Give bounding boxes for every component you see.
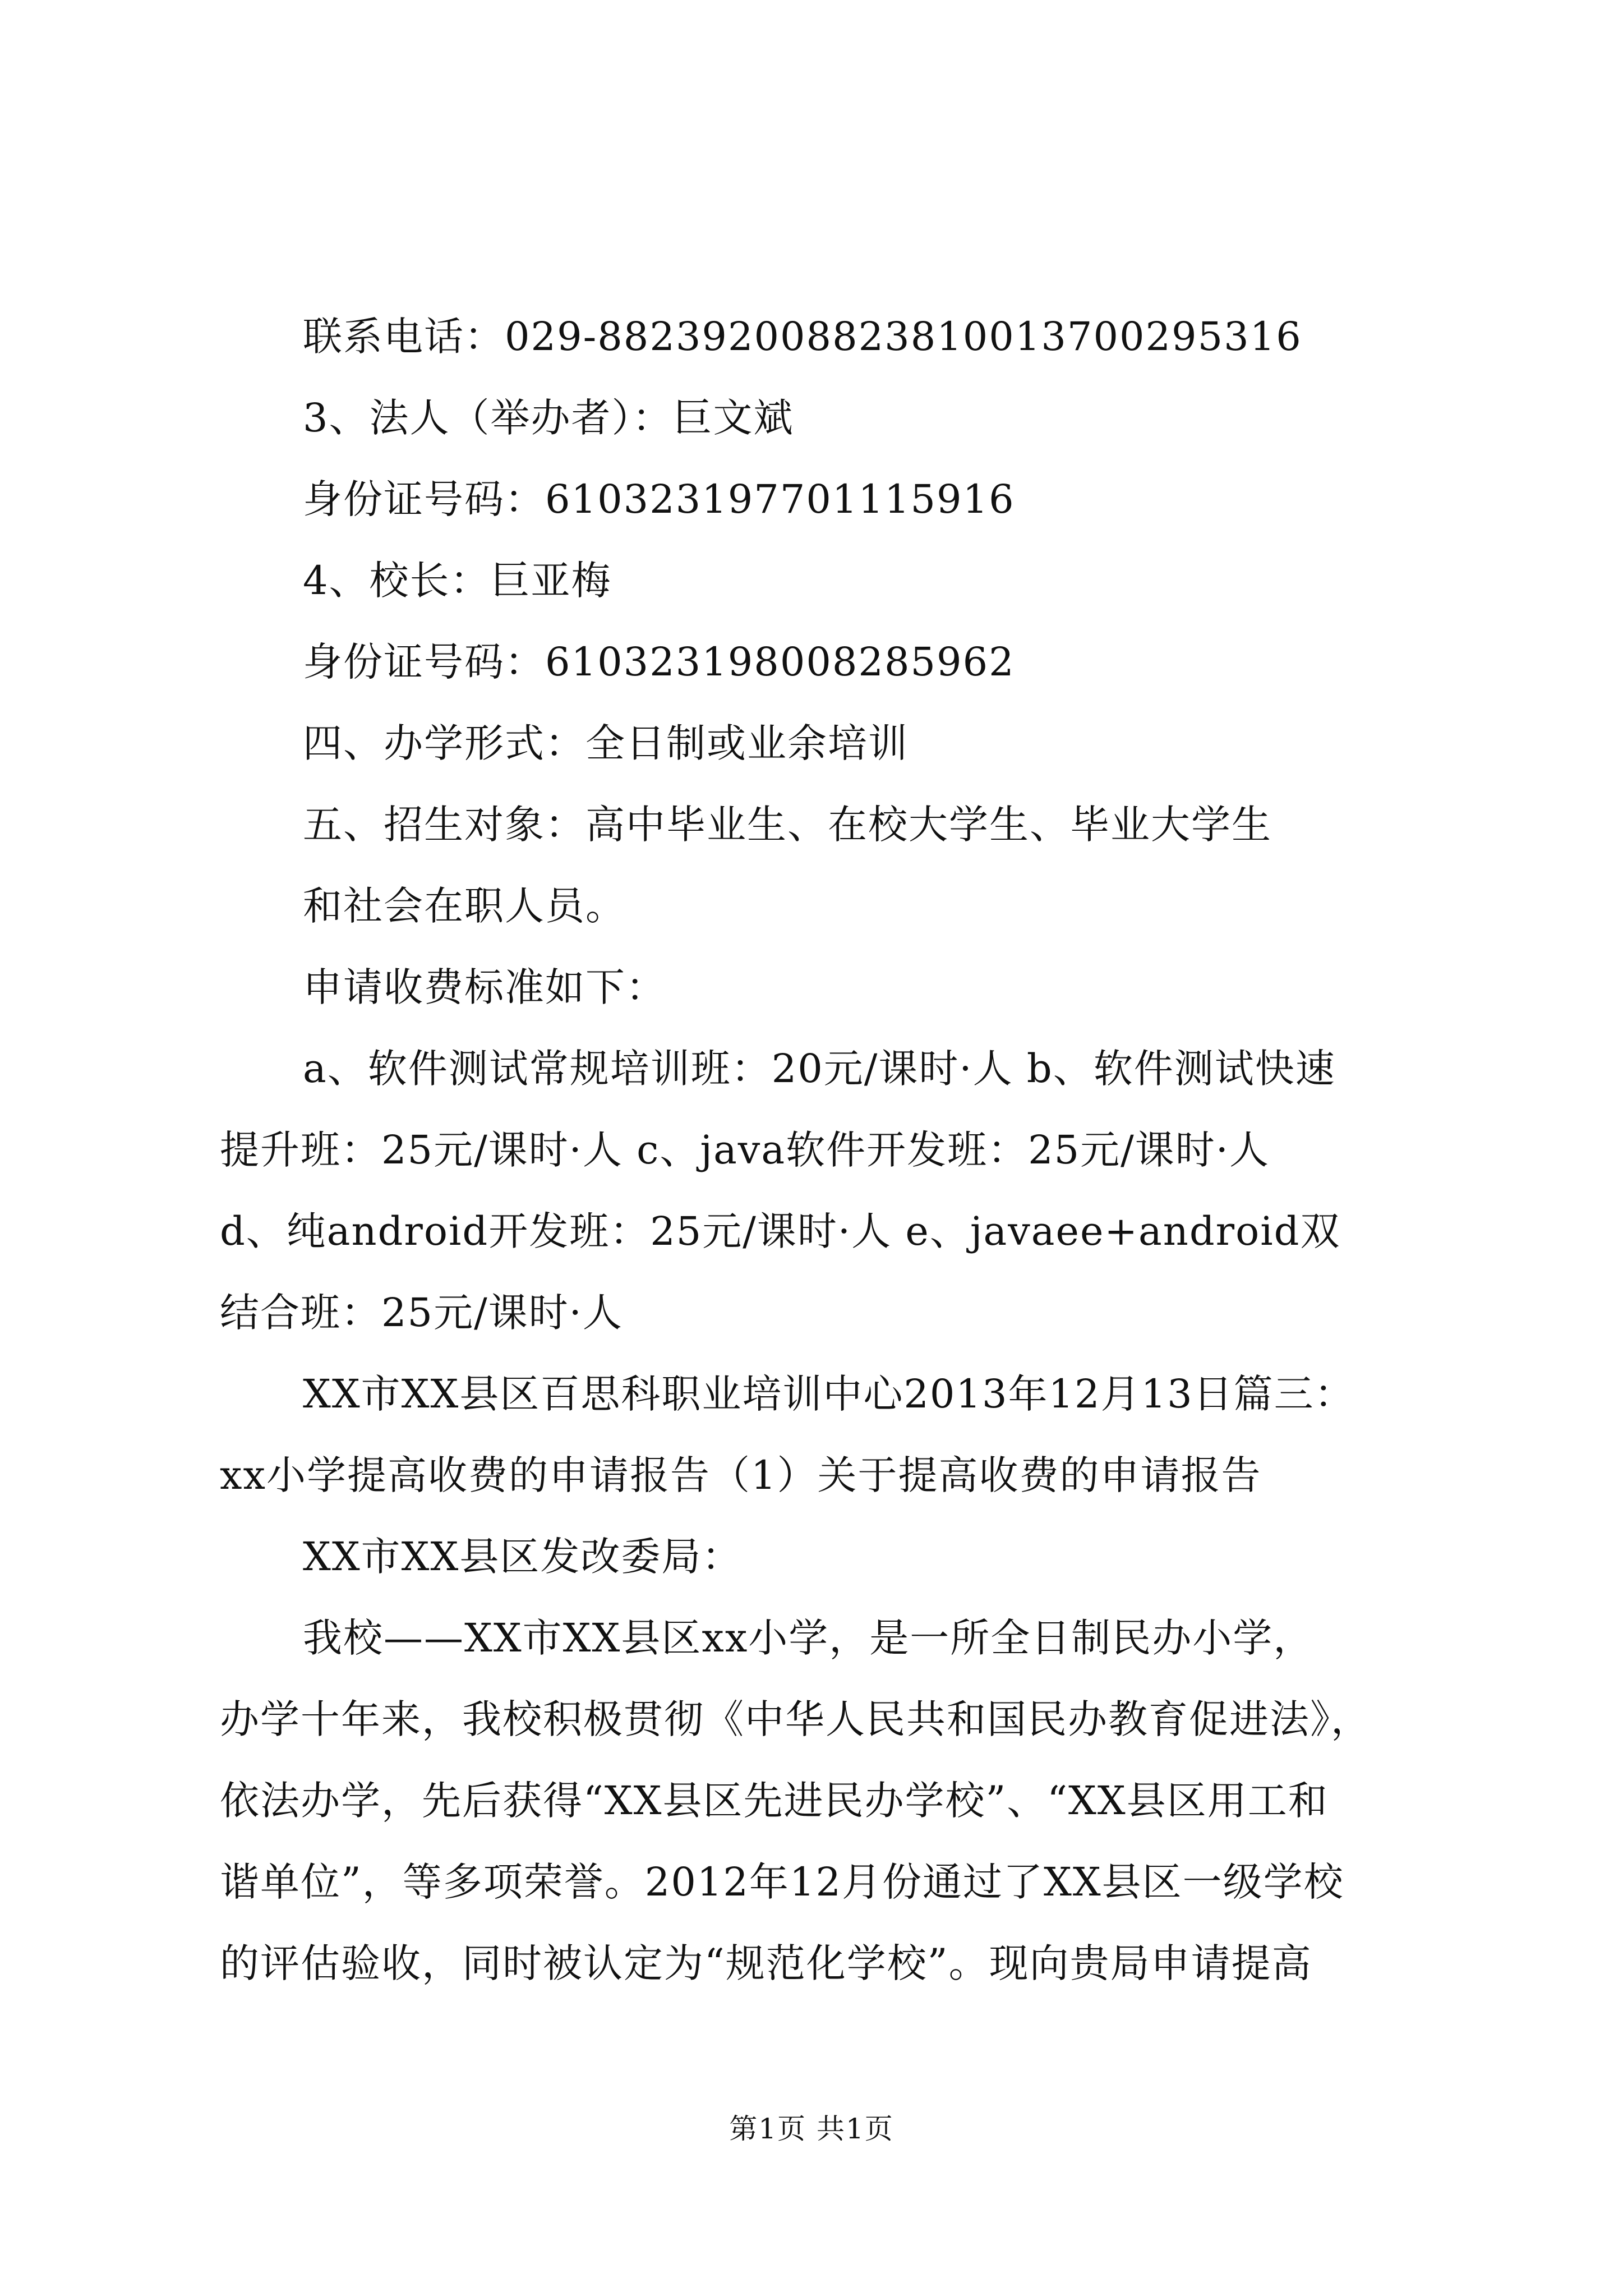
signature-date-line: XX市XX县区百思科职业培训中心2013年12月13日篇三： — [303, 1371, 1355, 1417]
body-line-3: 依法办学，先后获得“XX县区先进民办学校”、“XX县区用工和 — [220, 1778, 1329, 1824]
body-line-4: 谐单位”，等多项荣誉。2012年12月份通过了XX县区一级学校 — [220, 1859, 1344, 1905]
page-footer: 第1页 共1页 — [729, 2113, 894, 2145]
fee-standard-line-2: 提升班：25元/课时·人 c、java软件开发班：25元/课时·人 — [220, 1127, 1270, 1173]
body-line-1: 我校——XX市XX县区xx小学，是一所全日制民办小学， — [303, 1615, 1314, 1661]
principal-line: 4、校长：巨亚梅 — [303, 558, 612, 604]
school-form-line: 四、办学形式：全日制或业余培训 — [303, 720, 909, 766]
body-line-2: 办学十年来，我校积极贯彻《中华人民共和国民办教育促进法》， — [220, 1696, 1371, 1742]
legal-person-id-line: 身份证号码：610323197701115916 — [303, 476, 1015, 522]
fee-standard-line-3: d、纯android开发班：25元/课时·人 e、javaee+android双 — [220, 1208, 1341, 1254]
addressee-line: XX市XX县区发改委局： — [303, 1534, 743, 1580]
report-title-line: xx小学提高收费的申请报告（1）关于提高收费的申请报告 — [220, 1452, 1262, 1498]
fee-standard-line-4: 结合班：25元/课时·人 — [220, 1290, 623, 1336]
enrollment-target-line: 五、招生对象：高中毕业生、在校大学生、毕业大学生 — [303, 802, 1272, 848]
contact-phone-line: 联系电话：029-88239200882381001370029531​6 — [303, 314, 1302, 360]
body-line-5: 的评估验收，同时被认定为“规范化学校”。现向贵局申请提高 — [220, 1940, 1312, 1986]
principal-id-line: 身份证号码：610323198008285962 — [303, 639, 1015, 685]
fee-standard-line-1: a、软件测试常规培训班：20元/课时·人 b、软件测试快速 — [303, 1046, 1336, 1092]
enrollment-target-cont-line: 和社会在职人员。 — [303, 883, 626, 929]
legal-person-line: 3、法人（举办者）：巨文斌 — [303, 395, 794, 441]
fee-standard-heading: 申请收费标准如下： — [303, 964, 666, 1010]
